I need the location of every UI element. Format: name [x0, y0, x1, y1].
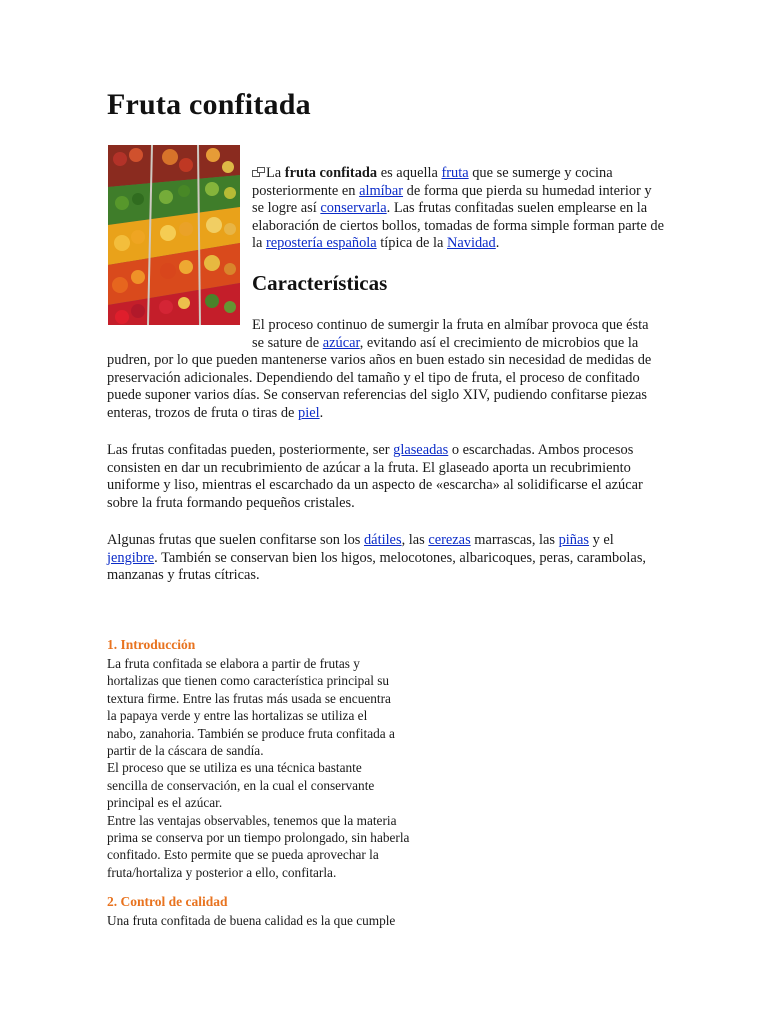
- intro-text: La: [266, 165, 285, 181]
- link-glaseadas[interactable]: glaseadas: [393, 442, 449, 458]
- intro-text: típica de la: [376, 235, 447, 252]
- link-cerezas[interactable]: cerezas: [428, 532, 471, 548]
- intro-text: .: [495, 235, 500, 252]
- section-line: El proceso que se utiliza es una técnica bastante: [107, 760, 362, 776]
- caracteristicas-paragraph-2: [107, 442, 662, 512]
- intro-text: de forma que pierda su humedad interior y se logre así: [252, 182, 652, 217]
- intro-bold-term: fruta confitada: [284, 165, 378, 181]
- section-line: fruta/hortaliza y posterior a ello, confitarla.: [107, 864, 337, 880]
- paragraph-text: marrascas, las: [470, 532, 559, 548]
- intro-paragraph: [252, 165, 664, 253]
- paragraph-text: . También se conservan bien los higos, melocotones, albaricoques, peras, carambolas, manzanas y frutas cítricas.: [107, 549, 647, 584]
- link-almibar[interactable]: almíbar: [359, 182, 404, 199]
- section-body-control-calidad: [107, 912, 447, 929]
- paragraph-text: , evitando así el crecimiento de microbios que la pudren, por lo que pueden mantenerse varios años en buen estado sin necesidad de medidas de preservación adicionales. Dependiendo del tamaño y el tipo de fruta, el proceso de confitado puede suponer varios días. Se conservan referencias del siglo XIV, pudiendo confitarse piezas enteras, trozos de fruta o tiras de: [107, 334, 652, 421]
- link-conservarla[interactable]: conservarla: [320, 200, 387, 217]
- section-line: principal es el azúcar.: [107, 795, 223, 811]
- intro-text: que se sumerge y cocina posteriormente en: [252, 165, 613, 199]
- section-line: sencilla de conservación, en la cual el conservante: [107, 777, 375, 793]
- paragraph-text: .: [319, 404, 324, 421]
- section-line: prima se conserva por un tiempo prolongado, sin haberla: [107, 830, 410, 846]
- candied-fruit-image: [108, 145, 240, 325]
- section-body-introduccion: [107, 655, 447, 881]
- section-line: confitado. Esto permite que se pueda aprovechar la: [107, 847, 379, 863]
- section-line: partir de la cáscara de sandía.: [107, 743, 264, 759]
- link-azucar[interactable]: azúcar: [322, 334, 360, 351]
- candied-fruit-photo: [108, 145, 240, 325]
- page-title: Fruta confitada: [107, 88, 311, 121]
- section-line: hortalizas que tienen como característica principal su: [107, 673, 390, 689]
- float-spacer: [107, 317, 252, 352]
- intro-text: . Las frutas confitadas suelen emplearse en la elaboración de ciertos bollos, tomadas de forma simple forman parte de la: [252, 200, 664, 252]
- link-piel[interactable]: piel: [298, 404, 320, 421]
- link-fruta[interactable]: fruta: [441, 165, 469, 181]
- caracteristicas-paragraph-3: [107, 532, 647, 585]
- section-line: nabo, zanahoria. También se produce fruta confitada a: [107, 725, 395, 741]
- paragraph-text: y el: [588, 532, 614, 548]
- link-datiles[interactable]: dátiles: [363, 532, 402, 548]
- external-link-icon: [252, 167, 265, 178]
- link-jengibre[interactable]: jengibre: [107, 549, 155, 566]
- caracteristicas-paragraph-1: [107, 317, 662, 423]
- section-heading-caracteristicas: Características: [252, 271, 388, 295]
- link-pinas[interactable]: piñas: [558, 532, 589, 548]
- intro-text: es aquella: [377, 165, 442, 181]
- section-title-control-calidad: 2. Control de calidad: [107, 894, 228, 909]
- paragraph-text: , las: [401, 532, 429, 548]
- paragraph-text: Las frutas confitadas pueden, posteriormente, ser: [107, 442, 394, 458]
- section-line: La fruta confitada se elabora a partir de frutas y: [107, 656, 360, 671]
- section-line: textura firme. Entre las frutas más usada se encuentra: [107, 690, 391, 706]
- section-line: Entre las ventajas observables, tenemos que la materia: [107, 812, 397, 828]
- section-line: Una fruta confitada de buena calidad es la que cumple: [107, 913, 396, 928]
- link-reposteria-espanola[interactable]: repostería española: [265, 235, 377, 252]
- paragraph-text: Algunas frutas que suelen confitarse son los: [107, 532, 364, 548]
- link-navidad[interactable]: Navidad: [447, 235, 496, 252]
- paragraph-text: o escarchadas. Ambos procesos consisten en dar un recubrimiento de azúcar a la fruta. El glaseado aporta un recubrimiento uniforme y liso, mientras el escarchado da un aspecto de «escarcha» al solidificarse el azúcar sobre la fruta formando pequeños cristales.: [107, 442, 643, 511]
- section-line: la papaya verde y entre las hortalizas se utiliza el: [107, 708, 368, 724]
- section-title-introduccion: 1. Introducción: [107, 637, 196, 652]
- paragraph-text: El proceso continuo de sumergir la fruta en almíbar provoca que ésta se sature de: [252, 317, 649, 351]
